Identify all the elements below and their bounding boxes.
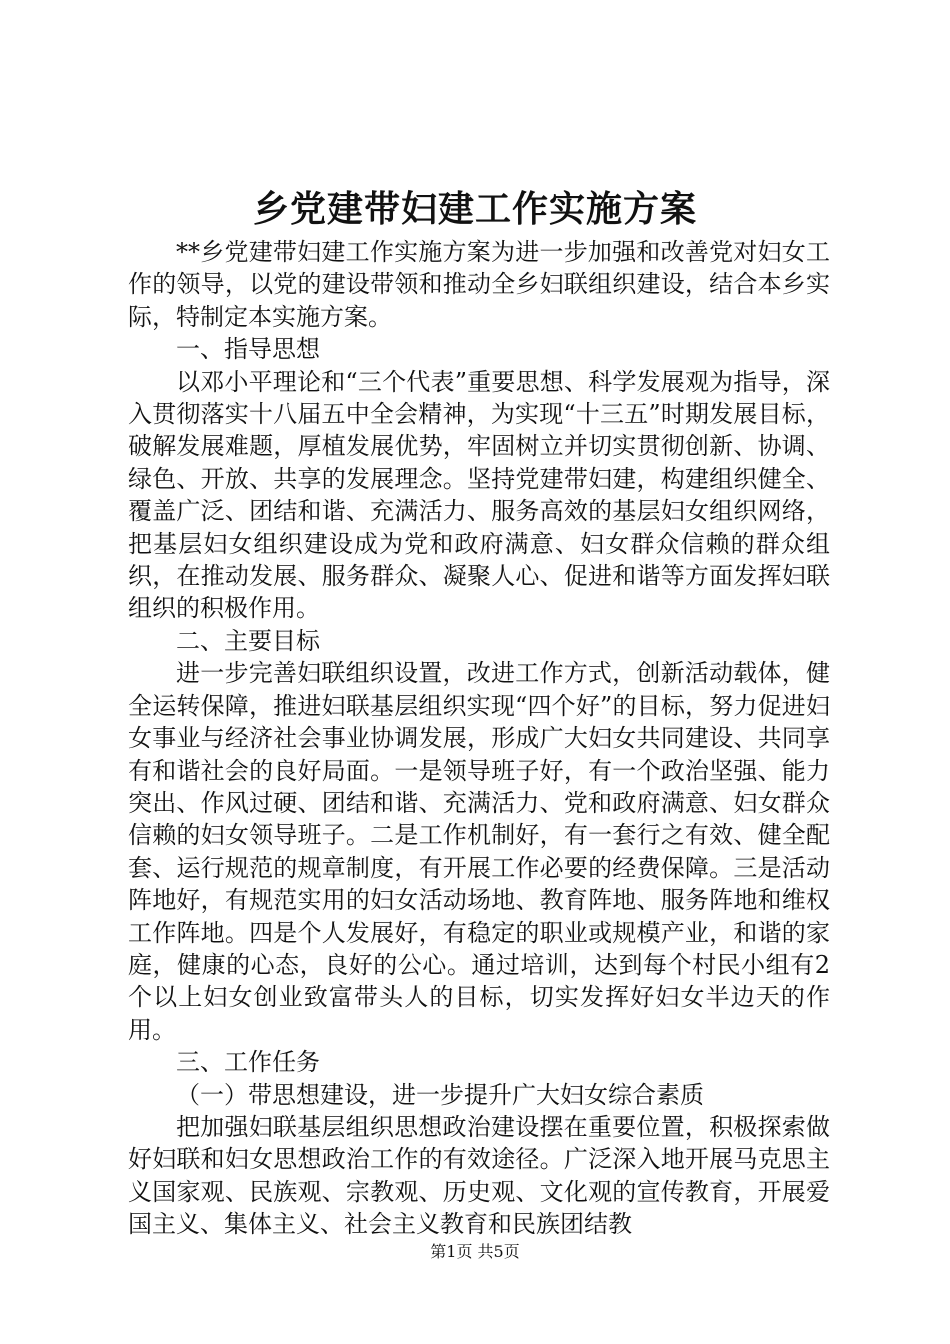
subsection-heading-ideology-building: （一）带思想建设，进一步提升广大妇女综合素质 [176,1080,704,1109]
page-footer: 第1页 共5页 [430,1242,520,1261]
section-heading-guiding-ideology: 一、指导思想 [176,335,320,364]
section-heading-work-tasks: 三、工作任务 [176,1048,320,1077]
section-heading-main-goals: 二、主要目标 [176,626,320,655]
ideology-building-paragraph: 把加强妇联基层组织思想政治建设摆在重要位置，积极探索做好妇联和妇女思想政治工作的有效途径。广泛深入地开展马克思主义国家观、民族观、宗教观、历史观、文化观的宣传教育，开展爱国主义、集体主义、社会主义教育和民族团结教 [128,1112,830,1239]
guiding-ideology-paragraph: 以邓小平理论和“三个代表”重要思想、科学发展观为指导，深入贯彻落实十八届五中全会精神，为实现“十三五”时期发展目标，破解发展难题，厚植发展优势，牢固树立并切实贯彻创新、协调、绿色、开放、共享的发展理念。坚持党建带妇建，构建组织健全、覆盖广泛、团结和谐、充满活力、服务高效的基层妇女组织网络，把基层妇女组织建设成为党和政府满意、妇女群众信赖的群众组织，在推动发展、服务群众、凝聚人心、促进和谐等方面发挥妇联组织的积极作用。 [128,367,830,623]
document-title: 乡党建带妇建工作实施方案 [252,188,697,230]
document-body [128,236,830,1241]
intro-paragraph: **乡党建带妇建工作实施方案为进一步加强和改善党对妇女工作的领导，以党的建设带领和推动全乡妇联组织建设，结合本乡实际，特制定本实施方案。 [128,238,830,331]
main-goals-paragraph: 进一步完善妇联组织设置，改进工作方式，创新活动载体，健全运转保障，推进妇联基层组织实现“四个好”的目标，努力促进妇女事业与经济社会事业协调发展，形成广大妇女共同建设、共同享有和谐社会的良好局面。一是领导班子好，有一个政治坚强、能力突出、作风过硬、团结和谐、充满活力、党和政府满意、妇女群众信赖的妇女领导班子。二是工作机制好，有一套行之有效、健全配套、运行规范的规章制度，有开展工作必要的经费保障。三是活动阵地好，有规范实用的妇女活动场地、教育阵地、服务阵地和维权工作阵地。四是个人发展好，有稳定的职业或规模产业，和谐的家庭，健康的心态，良好的公心。通过培训，达到每个村民小组有2个以上妇女创业致富带头人的目标，切实发挥好妇女半边天的作用。 [128,659,830,1044]
